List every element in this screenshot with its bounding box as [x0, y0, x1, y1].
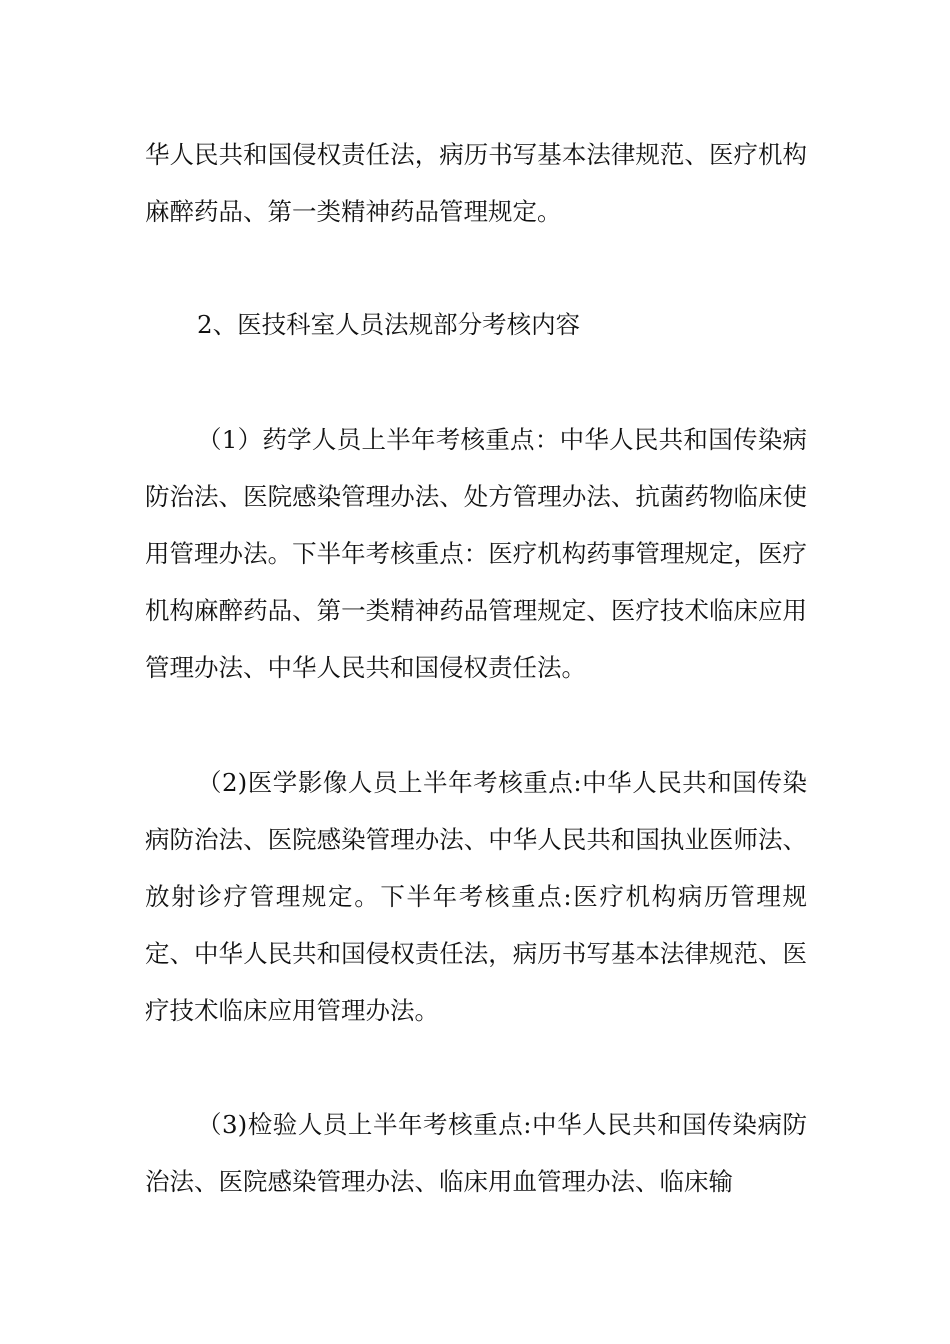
paragraph-item-2: （2)医学影像人员上半年考核重点:中华人民共和国传染病防治法、医院感染管理办法、中华人民共和国执业医师法、放射诊疗管理规定。下半年考核重点:医疗机构病历管理规定、中华人民共和国侵权责任法，病历书写基本法律规范、医疗技术临床应用管理办法。 — [145, 768, 807, 1025]
paragraph-continuation: 华人民共和国侵权责任法，病历书写基本法律规范、医疗机构麻醉药品、第一类精神药品管理规定。 — [145, 140, 807, 226]
paragraph-item-3: （3)检验人员上半年考核重点:中华人民共和国传染病防治法、医院感染管理办法、临床用血管理办法、临床输 — [145, 1110, 807, 1196]
section-2-heading: 2、医技科室人员法规部分考核内容 — [197, 310, 581, 339]
paragraph-item-1: （1）药学人员上半年考核重点：中华人民共和国传染病防治法、医院感染管理办法、处方管理办法、抗菌药物临床使用管理办法。下半年考核重点：医疗机构药事管理规定，医疗机构麻醉药品、第一类精神药品管理规定、医疗技术临床应用管理办法、中华人民共和国侵权责任法。 — [145, 425, 807, 682]
